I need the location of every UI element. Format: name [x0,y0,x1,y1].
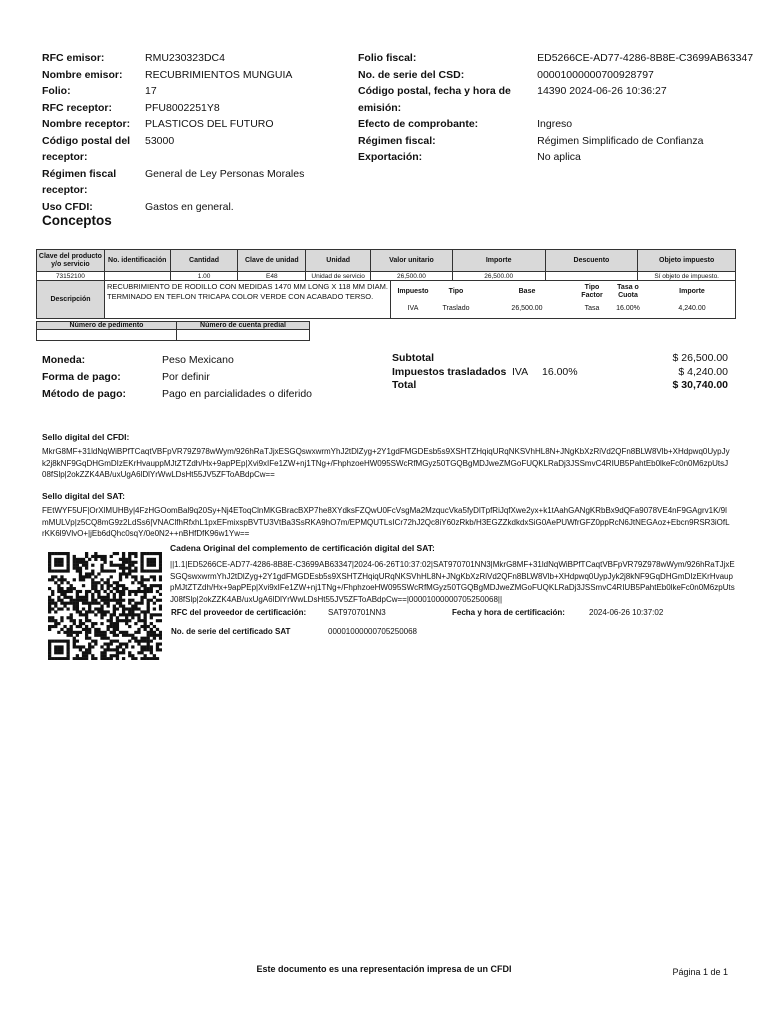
field-value: Peso Mexicano [162,354,234,366]
field-value: RMU230323DC4 [145,52,225,64]
rfc-receptor-row [42,100,342,117]
field-value: RECUBRIMIENTOS MUNGUIA [145,68,293,81]
tax-column-header: Importe [679,288,705,295]
column-header: No. identificación [105,250,171,271]
traslados-rate: 16.00% [542,365,578,378]
column-header: Valor unitario [371,250,453,271]
column-header: Clave del producto y/o servicio [37,250,105,271]
subtotal-value: $ 26,500.00 [672,352,728,364]
total-row [392,379,728,393]
traslados-label: Impuestos trasladados [392,365,507,378]
tax-column-header: Tipo Factor [581,284,603,299]
tax-row [391,303,735,315]
cadena-value: ||1.1|ED5266CE-AD77-4286-8B8E-C3699AB63347|2024-06-26T10:37:02|SAT970701NN3|MkrG8MF+31ldNqWiBPfTCaqtVBFpVR79Z978wWym/926hRaTJjxESGQswxwrmYhJ2tDlZyg+2Y1gdFMGDEsb5s9XSHTZHqiqURqNKSVhHL8N+JNgKbXzRiVd2QFn8BLW8Vlb+XHdpwq0UypJyk2j8kNF9GqDHGmDIzEKrHvauppMJtZTZdh/Hx+9apPEp|Xvi9xIFe1ZW+nj1TNg+/FhphzoeHW095SWcRfMGyz50TGQBgMDJweZMGoFUQKLRaDj3JSSmvC4RIUB5PahtEb0lkeFc0n0M6zpUtsJ08fSlp|2okZZK4AB/uxUgA6lDlYrWwLDsHt55JV5ZFToABdpCw==|00001000000705250068|| [170,560,735,604]
sello-cfdi-title: Sello digital del CFDI: [42,432,130,442]
field-label: Código postal del receptor: [42,134,131,163]
field-value: Ingreso [537,118,573,130]
page-number: Página 1 de 1 [672,967,728,977]
footer-text: Este documento es una representación impresa de un CFDI [256,964,512,974]
cp-receptor-row [42,133,342,166]
column-header: Cantidad [171,250,239,271]
serie-csd-row [358,67,758,84]
field-label: RFC emisor: [42,52,105,64]
fiscal-info [358,50,758,166]
traslados-tax: IVA [512,365,529,378]
description-text: RECUBRIMIENTO DE RODILLO CON MEDIDAS 1470 MM LONG X 118 MM DIAM. TERMINADO EN TEFLON TRICAPA COLOR VERDE CON ACABADO TERSO. [105,281,391,318]
regimen-fiscal-row [358,133,758,150]
table-row [37,272,735,281]
field-value: Pago en parcialidades o diferido [162,388,313,400]
cert-fecha-label: Fecha y hora de certificación: [452,608,565,617]
table-cell: 1.00 [171,272,239,280]
field-label: Régimen fiscal receptor: [42,167,117,196]
table-cell: Unidad de servicio [306,272,371,280]
emision-row [358,83,758,116]
table-cell: 26,500.00 [453,272,546,280]
traslados-value: $ 4,240.00 [678,365,728,378]
field-label: Nombre emisor: [42,68,123,81]
tax-column-header: Base [518,288,536,295]
field-value: 14390 2024-06-26 10:36:27 [537,85,667,97]
pedimento-cell [37,330,177,340]
field-value: 53000 [145,134,175,147]
pedimento-header [36,321,310,330]
sello-sat-value: FEtWYF5UF|OrXlMUHBy|4FzHGOomBal9q20Sy+Nj4EToqClnMKGBracBXP7he8XYdksFZQwU0FcVsgMa2MzqucVka5fyDlTpfRiJqfXwe2yx+k1tAahGANgKRbBx9dQFa9078VE4nF9GAgrv1K/9lmMULVp|z5CQ8mG9z2LdSs6|VNAClfhRfxhL1pxEFmixspBVTU3VtBa3SsRKA9hO7m/EPMQUTLsICr72hJ2Qc8iY60zRkb/H3EGZZkdkdxSiG0AePUWfrGFZ0ppRcN6JtNEGAoz+Ebcn9RSR3iOfLrKK6l9VlvO+|jEb6dQhc0sqY/0e0N2++nBHfDfK96w1Yw== [42,506,730,538]
total-value: $ 30,740.00 [672,379,728,391]
conceptos-title: Conceptos [42,213,112,228]
cert-rfc-label: RFC del proveedor de certificación: [171,608,307,617]
tax-cell: 4,240.00 [678,305,706,312]
field-value: Por definir [162,371,210,383]
tax-column-header: Tasa o Cuota [617,284,639,299]
tax-subtable [391,281,735,318]
subtotal-row [392,352,728,366]
tax-cell: IVA [407,305,419,312]
field-label: Exportación: [358,151,423,163]
description-label: Descripción [37,281,105,318]
exportacion-row [358,149,758,166]
cert-rfc-value: SAT970701NN3 [328,608,386,617]
field-value: 00001000000700928797 [537,68,654,81]
tax-header [391,281,735,303]
field-label: Folio fiscal: [358,52,417,64]
description-block [37,281,735,318]
table-cell: 26,500.00 [371,272,453,280]
tax-cell: Tasa [584,305,600,312]
nombre-receptor-row [42,116,342,133]
tax-column-header: Impuesto [397,288,429,295]
cadena-title: Cadena Original del complemento de certificación digital del SAT: [170,543,435,553]
column-header: Clave de unidad [238,250,306,271]
forma-pago-row [42,369,312,386]
field-label: Forma de pago: [42,371,121,383]
field-value: ED5266CE-AD77-4286-8B8E-C3699AB63347 [537,52,754,64]
table-cell [546,272,639,280]
qr-code-icon [48,552,162,660]
folio-row [42,83,342,100]
field-label: Código postal, fecha y hora de emisión: [358,85,511,114]
rfc-emisor-row [42,50,342,67]
field-label: Uso CFDI: [42,200,93,213]
cert-serie-label: No. de serie del certificado SAT [171,627,291,636]
cert-fecha-value: 2024-06-26 10:37:02 [589,608,664,617]
pedimento-column-header: Número de pedimento [37,322,177,329]
sello-sat-title: Sello digital del SAT: [42,491,125,501]
column-header: Descuento [546,250,639,271]
payment-info [42,352,312,403]
sello-cfdi-value: MkrG8MF+31ldNqWiBPfTCaqtVBFpVR79Z978wWym/926hRaTJjxESGQswxwrmYhJ2tDlZyg+2Y1gdFMGDEsb5s9XSHTZHqiqURqNKSVhHL8N+JNgKbXzRiVd2QFn8BLW8Vlb+XHdpwq0UypJyk2j8kNF9GqDHGmDIzEKrHvauppMJtZTZdh/Hx+9apPEp|Xvi9xIFe1ZW+nj1TNg+/FhphzoeHW095SWcRfMGyz50TGQBgMDJweZMGoFUQKLRaDj3JSSmvC4RIUB5PahtEb0lkeFc0n0M6zpUtsJ08fSlp|2okZZK4AB/uxUgA6lDlYrWwLDsHt55JV5ZFToABdpCw== [42,447,730,479]
field-value: Gastos en general. [145,200,234,213]
field-value: Régimen Simplificado de Confianza [537,134,704,147]
table-cell: Sí objeto de impuesto. [654,272,719,280]
nombre-emisor-row [42,67,342,84]
table-cell [105,272,171,280]
traslados-row [392,366,728,380]
table-cell: E48 [238,272,306,280]
total-label: Total [392,379,417,391]
field-label: Folio: [42,85,71,97]
emitter-receiver-info [42,50,342,215]
field-label: Método de pago: [42,388,126,400]
efecto-row [358,116,758,133]
field-value: PLASTICOS DEL FUTURO [145,118,274,130]
concept-table [36,249,736,319]
field-label: Régimen fiscal: [358,134,436,147]
field-value: 17 [145,85,157,97]
tax-cell: 26,500.00 [511,305,543,312]
column-header: Importe [453,250,546,271]
field-value: PFU8002251Y8 [145,101,220,114]
tax-cell: 16.00% [616,305,640,312]
column-header: Unidad [306,250,371,271]
cuenta-predial-column-header: Número de cuenta predial [200,322,286,329]
field-value: No aplica [537,151,581,163]
folio-fiscal-row [358,50,758,67]
field-label: Moneda: [42,354,86,366]
pedimento-row [36,330,310,341]
cadena-original-block [170,543,736,605]
subtotal-label: Subtotal [392,352,434,364]
table-cell: 73152100 [37,272,105,280]
regimen-receptor-row [42,166,342,199]
column-header: Objeto impuesto [659,256,715,264]
field-value: General de Ley Personas Morales [145,167,305,180]
metodo-pago-row [42,386,312,403]
tax-cell: Traslado [442,305,470,312]
moneda-row [42,352,312,369]
field-label: RFC receptor: [42,101,113,114]
field-label: Efecto de comprobante: [358,118,479,130]
cert-serie-value: 00001000000705250068 [328,627,417,636]
totals-block [392,352,728,393]
field-label: Nombre receptor: [42,118,131,130]
table-header [37,250,735,272]
tax-column-header: Tipo [448,288,464,295]
field-label: No. de serie del CSD: [358,68,465,81]
